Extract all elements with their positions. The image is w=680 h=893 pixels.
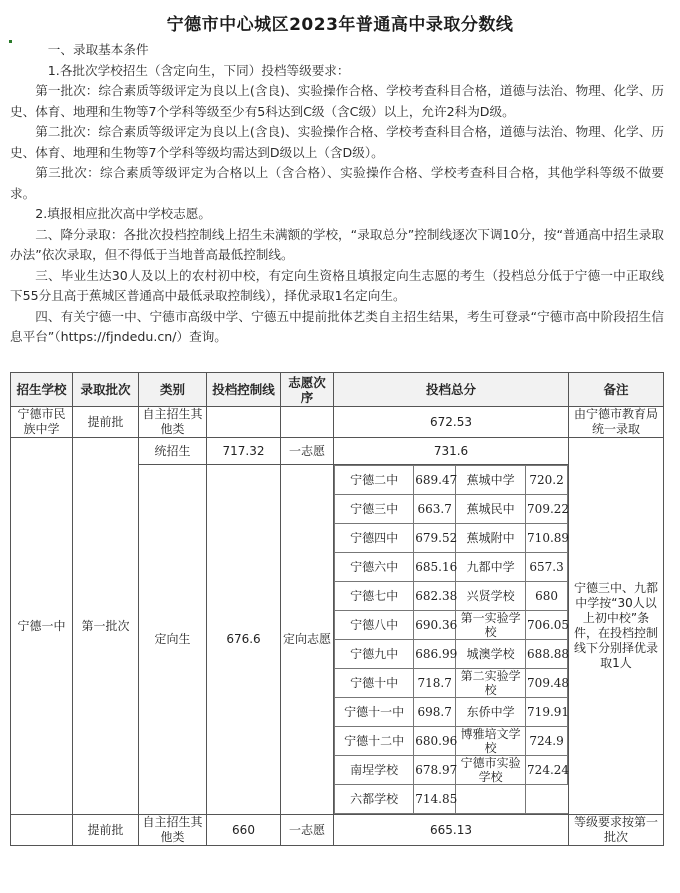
- dingxiang-row: [335, 524, 568, 553]
- yizhong-note: 宁德三中、九都中学按“30人以上初中校”条件，在投档控制线下分别择优录取1人: [569, 438, 664, 815]
- last-control: 660: [207, 815, 281, 846]
- dingxiang-score-b: 710.89: [526, 524, 568, 553]
- last-school-empty: [11, 815, 73, 846]
- dingxiang-score-b: 709.48: [526, 669, 568, 698]
- last-category: 自主招生其他类: [139, 815, 207, 846]
- dingxiang-row: [335, 640, 568, 669]
- dingxiang-score-grid: [334, 465, 568, 814]
- dingxiang-score-b: 709.22: [526, 495, 568, 524]
- dingxiang-scores-cell: [334, 465, 569, 815]
- tongzhao-category: 统招生: [139, 438, 207, 465]
- dingxiang-row: [335, 669, 568, 698]
- dingxiang-row: [335, 495, 568, 524]
- dingxiang-school-b: 兴贤学校: [456, 582, 526, 611]
- section-4-text: 四、有关宁德一中、宁德市高级中学、宁德五中提前批体艺类自主招生结果，考生可登录“宁德市高中阶段招生信息平台”（https://fjndedu.cn/）查询。: [10, 308, 664, 344]
- dingxiang-row: [335, 582, 568, 611]
- dingxiang-row: [335, 785, 568, 814]
- dingxiang-school-a: 六都学校: [335, 785, 414, 814]
- dingxiang-school-b: 蕉城中学: [456, 466, 526, 495]
- section-1-heading: 一、录取基本条件: [47, 42, 149, 57]
- dingxiang-row: [335, 727, 568, 756]
- header-school: 招生学校: [11, 373, 73, 407]
- dingxiang-score-b: 719.91: [526, 698, 568, 727]
- yizhong-school: 宁德一中: [11, 438, 73, 815]
- dingxiang-score-b: 724.24: [526, 756, 568, 785]
- dingxiang-school-a: 宁德八中: [335, 611, 414, 640]
- section-1-item-1: 1.各批次学校招生（含定向生，下同）投档等级要求：: [47, 62, 350, 78]
- dingxiang-score-b: 724.9: [526, 727, 568, 756]
- minzu-order-empty: [281, 407, 334, 438]
- dingxiang-score-a: 714.85: [414, 785, 456, 814]
- dingxiang-score-a: 690.36: [414, 611, 456, 640]
- dingxiang-score-b: 688.88: [526, 640, 568, 669]
- dingxiang-score-b: [526, 785, 568, 814]
- dingxiang-score-b: 657.3: [526, 553, 568, 582]
- table-row-minzu: [11, 407, 664, 438]
- section-2-text: 二、降分录取：各批次投档控制线上招生未满额的学校，“录取总分”控制线逐次下调10分，按“普通高中招生录取办法”依次录取，但不得低于当地普高最低控制线。: [10, 226, 664, 262]
- header-category: 类别: [139, 373, 207, 407]
- dingxiang-score-a: 682.38: [414, 582, 456, 611]
- dingxiang-score-a: 680.96: [414, 727, 456, 756]
- dingxiang-control: 676.6: [207, 465, 281, 815]
- last-batch: 提前批: [73, 815, 139, 846]
- dingxiang-school-b: 蕉城附中: [456, 524, 526, 553]
- header-remarks: 备注: [569, 373, 664, 407]
- yizhong-batch: 第一批次: [73, 438, 139, 815]
- dingxiang-school-a: 宁德六中: [335, 553, 414, 582]
- dingxiang-score-b: 720.2: [526, 466, 568, 495]
- header-control-line: 投档控制线: [207, 373, 281, 407]
- last-note: 等级要求按第一批次: [569, 815, 664, 846]
- batch-3-requirement: 第三批次：综合素质等级评定为合格以上（含合格）、实验操作合格、学校考查科目合格，其他学科等级不做要求。: [10, 165, 664, 201]
- dingxiang-row: [335, 756, 568, 785]
- header-preference-order: 志愿次序: [281, 373, 334, 407]
- minzu-school: 宁德市民族中学: [11, 407, 73, 438]
- dingxiang-school-b: 博雅培文学校: [456, 727, 526, 756]
- dingxiang-school-a: 宁德十二中: [335, 727, 414, 756]
- dingxiang-score-a: 678.97: [414, 756, 456, 785]
- batch-2-requirement: 第二批次：综合素质等级评定为良以上(含良)、实验操作合格、学校考查科目合格，道德与法治、物理、化学、历史、体育、地理和生物等7个学科等级均需达到D级以上（含D级）。: [10, 124, 664, 160]
- dingxiang-score-a: 718.7: [414, 669, 456, 698]
- last-total: 665.13: [334, 815, 569, 846]
- header-batch: 录取批次: [73, 373, 139, 407]
- minzu-note: 由宁德市教育局统一录取: [569, 407, 664, 438]
- minzu-control-empty: [207, 407, 281, 438]
- dingxiang-score-b: 706.05: [526, 611, 568, 640]
- table-row-last: [11, 815, 664, 846]
- dingxiang-score-a: 679.52: [414, 524, 456, 553]
- minzu-batch: 提前批: [73, 407, 139, 438]
- header-total-score: 投档总分: [334, 373, 569, 407]
- dingxiang-school-a: 宁德七中: [335, 582, 414, 611]
- dingxiang-school-b: [456, 785, 526, 814]
- dingxiang-school-a: 宁德三中: [335, 495, 414, 524]
- dingxiang-school-b: 东侨中学: [456, 698, 526, 727]
- dingxiang-school-b: 宁德市实验学校: [456, 756, 526, 785]
- admission-rules: [10, 40, 664, 348]
- dingxiang-order: 定向志愿: [281, 465, 334, 815]
- dingxiang-score-a: 663.7: [414, 495, 456, 524]
- tongzhao-order: 一志愿: [281, 438, 334, 465]
- dingxiang-score-a: 698.7: [414, 698, 456, 727]
- batch-1-requirement: 第一批次：综合素质等级评定为良以上(含良)、实验操作合格、学校考查科目合格，道德与法治、物理、化学、历史、体育、地理和生物等7个学科等级至少有5科达到C级（含C级）以上，允许2科为D级。: [10, 83, 664, 119]
- tongzhao-control: 717.32: [207, 438, 281, 465]
- dingxiang-school-a: 宁德十中: [335, 669, 414, 698]
- dingxiang-row: [335, 466, 568, 495]
- dingxiang-score-a: 689.47: [414, 466, 456, 495]
- section-3-text: 三、毕业生达30人及以上的农村初中校，有定向生资格且填报定向生志愿的考生（投档总分低于宁德一中正取线下55分且高于蕉城区普通高中最低录取控制线），择优录取1名定向生。: [10, 267, 664, 303]
- dingxiang-row: [335, 698, 568, 727]
- last-order: 一志愿: [281, 815, 334, 846]
- dingxiang-school-b: 九都中学: [456, 553, 526, 582]
- score-table: [10, 372, 664, 846]
- minzu-total: 672.53: [334, 407, 569, 438]
- minzu-category: 自主招生其他类: [139, 407, 207, 438]
- dingxiang-school-b: 城澳学校: [456, 640, 526, 669]
- dingxiang-row: [335, 553, 568, 582]
- table-header-row: [11, 373, 664, 407]
- dingxiang-row: [335, 611, 568, 640]
- section-1-item-2: 2.填报相应批次高中学校志愿。: [35, 206, 211, 221]
- page-title: 宁德市中心城区2023年普通高中录取分数线: [166, 15, 514, 35]
- dingxiang-school-a: 宁德四中: [335, 524, 414, 553]
- dingxiang-score-a: 685.16: [414, 553, 456, 582]
- dingxiang-school-b: 第二实验学校: [456, 669, 526, 698]
- dingxiang-category: 定向生: [139, 465, 207, 815]
- dingxiang-school-a: 宁德九中: [335, 640, 414, 669]
- dingxiang-school-b: 第一实验学校: [456, 611, 526, 640]
- dingxiang-school-a: 南埕学校: [335, 756, 414, 785]
- dingxiang-school-b: 蕉城民中: [456, 495, 526, 524]
- dingxiang-score-b: 680: [526, 582, 568, 611]
- dingxiang-school-a: 宁德十一中: [335, 698, 414, 727]
- table-row-tongzhao: [11, 438, 664, 465]
- tongzhao-total: 731.6: [334, 438, 569, 465]
- dingxiang-score-a: 686.99: [414, 640, 456, 669]
- dingxiang-school-a: 宁德二中: [335, 466, 414, 495]
